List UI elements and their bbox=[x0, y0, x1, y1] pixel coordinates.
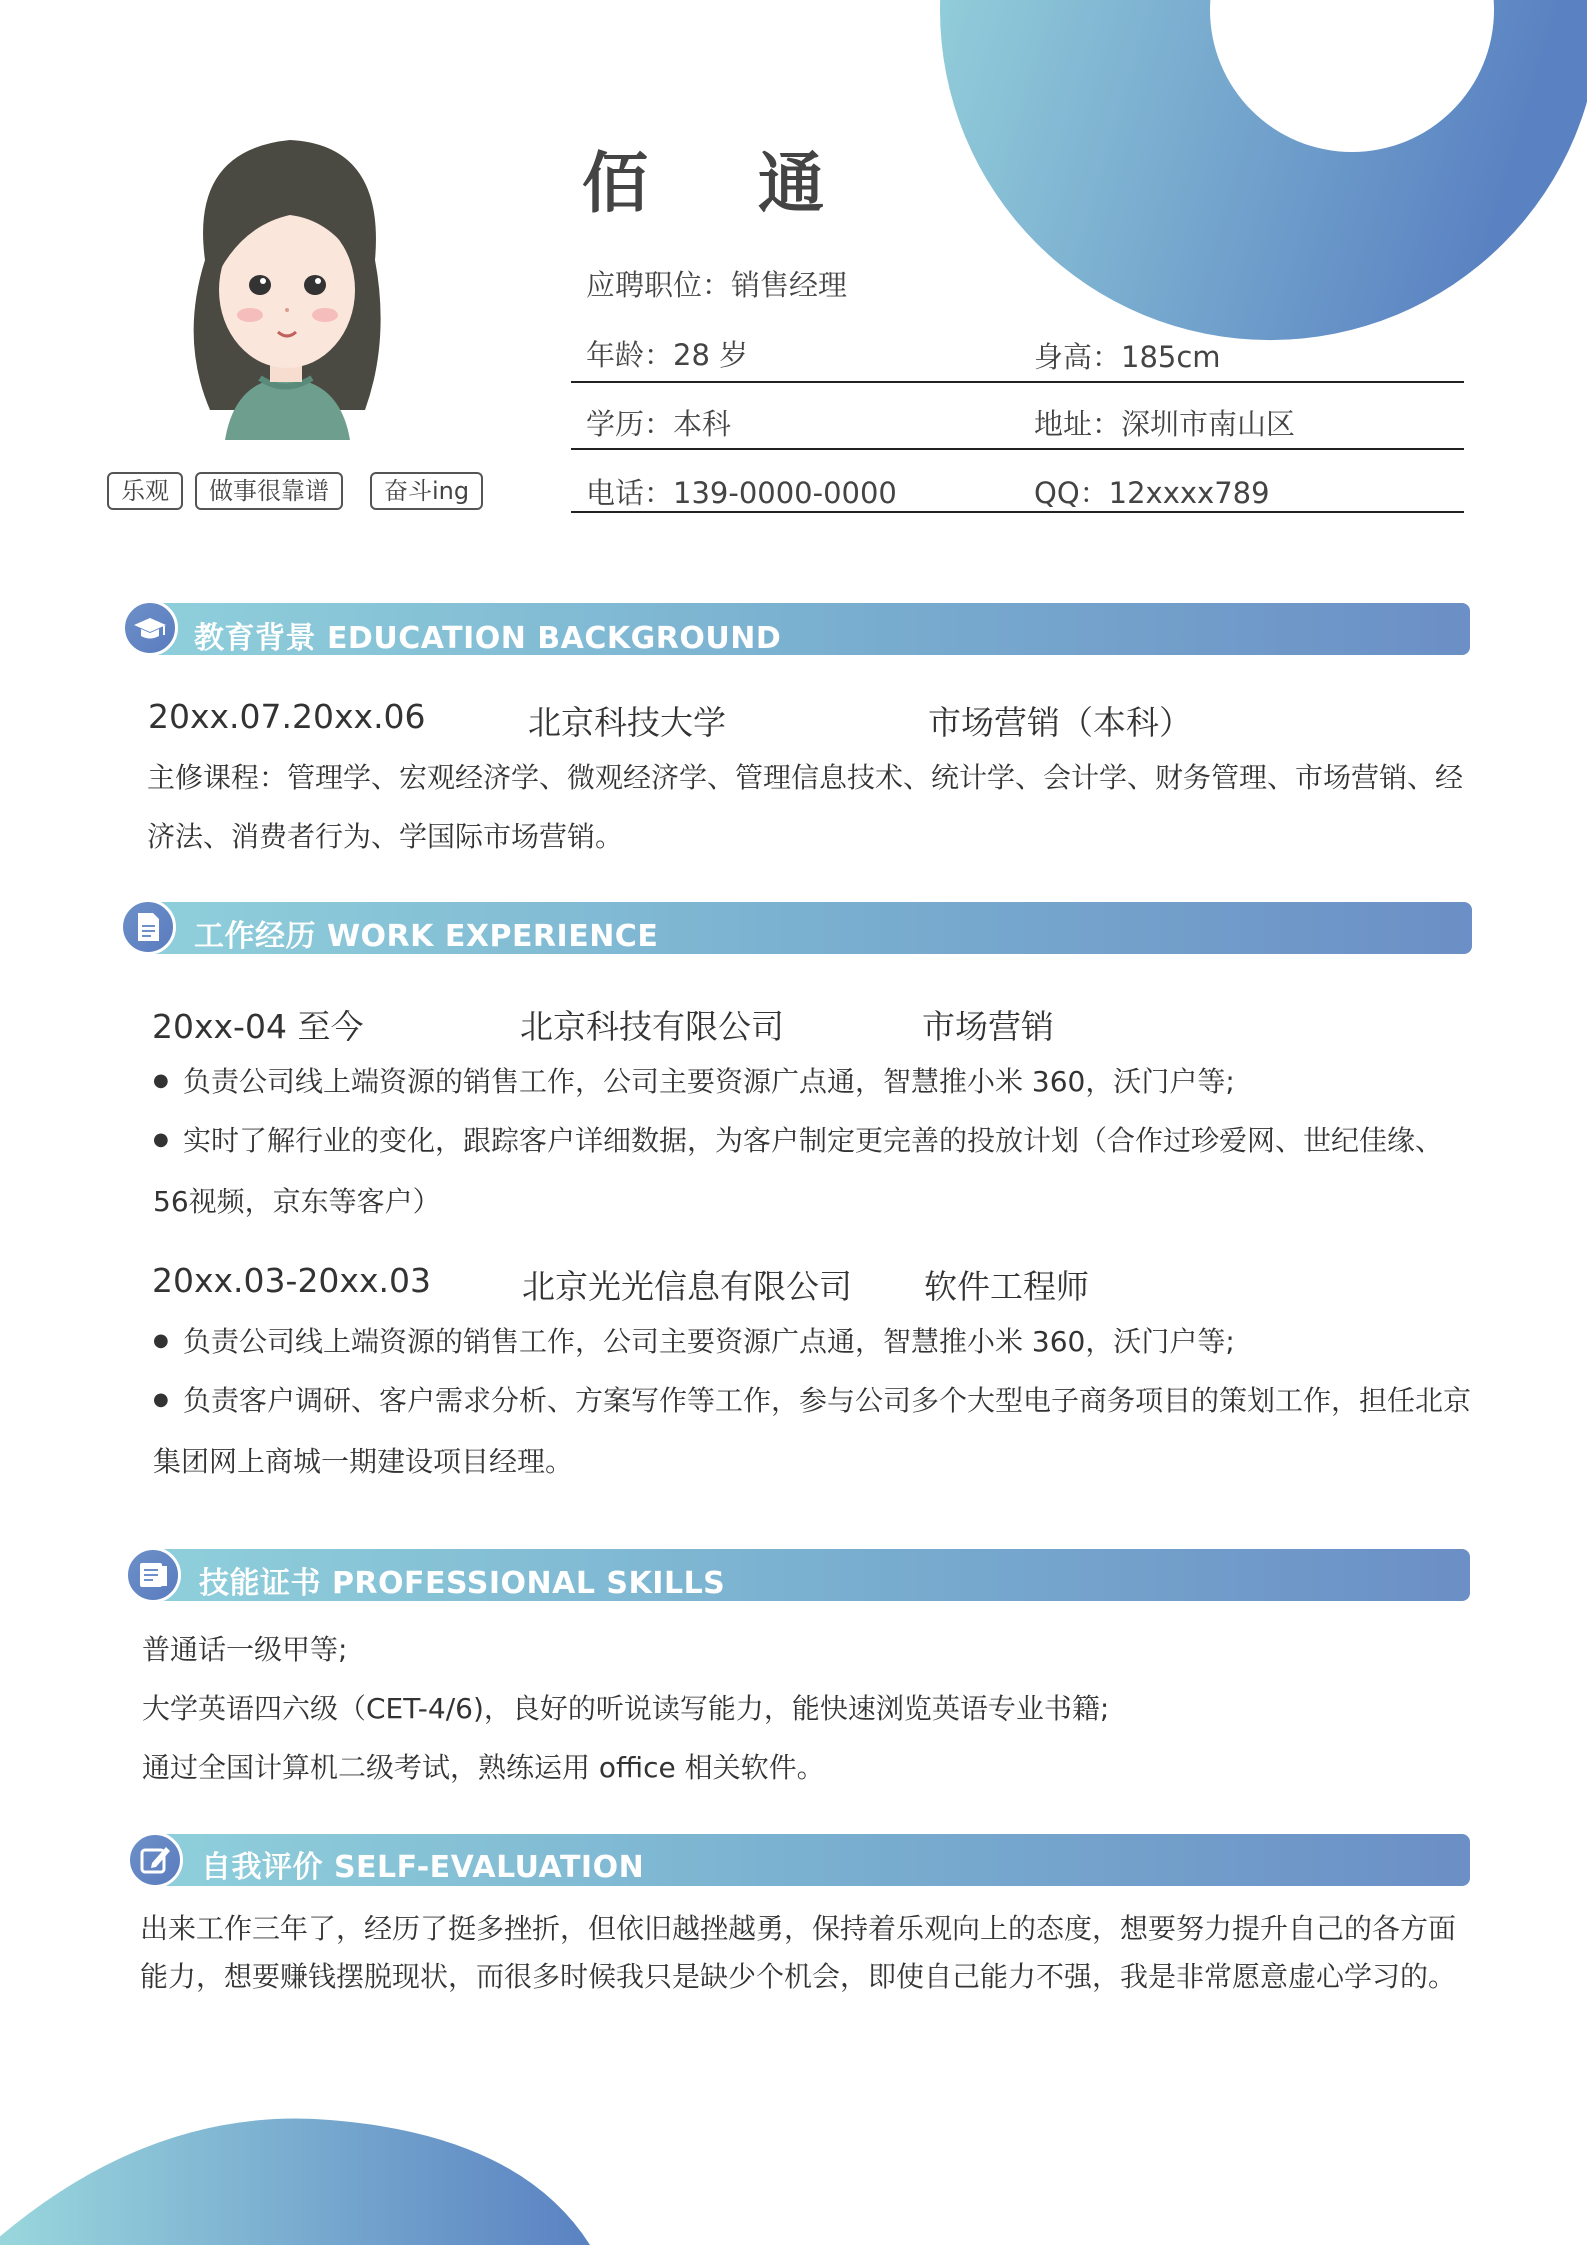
job-company: 北京光光信息有限公司 bbox=[522, 1267, 852, 1306]
name-char-2: 通 bbox=[758, 145, 824, 222]
document-icon bbox=[120, 899, 176, 955]
tag-optimistic: 乐观 bbox=[107, 472, 183, 510]
edit-icon bbox=[127, 1832, 183, 1888]
job-period: 20xx.03-20xx.03 bbox=[152, 1261, 431, 1300]
bullet-text: ● 实时了解行业的变化，跟踪客户详细数据，为客户制定更完善的投放计划（合作过珍爱网、世纪佳缘、56视频，京东等客户） bbox=[153, 1124, 1443, 1218]
job-bullet bbox=[153, 1052, 1473, 1113]
name-char-1: 佰 bbox=[582, 145, 648, 222]
job-bullet bbox=[153, 1371, 1475, 1491]
qq-field: QQ：12xxxx789 bbox=[1034, 476, 1270, 510]
info-divider bbox=[571, 448, 1464, 450]
info-divider bbox=[571, 511, 1464, 513]
section-title-skills: 技能证书 PROFESSIONAL SKILLS bbox=[199, 1566, 726, 1601]
graduation-cap-icon bbox=[122, 600, 178, 656]
bullet-text: ● 负责公司线上端资源的销售工作，公司主要资源广点通，智慧推小米 360，沃门户等; bbox=[153, 1325, 1235, 1358]
education-major: 市场营销（本科） bbox=[928, 703, 1192, 742]
education-courses: 主修课程：管理学、宏观经济学、微观经济学、管理信息技术、统计学、会计学、财务管理、市场营销、经济法、消费者行为、学国际市场营销。 bbox=[147, 761, 1464, 853]
job-role: 市场营销 bbox=[922, 1007, 1054, 1046]
certificate-icon bbox=[125, 1547, 181, 1603]
candidate-name bbox=[582, 130, 824, 225]
education-period: 20xx.07.20xx.06 bbox=[148, 697, 426, 736]
info-divider bbox=[571, 381, 1464, 383]
height-field: 身高：185cm bbox=[1034, 340, 1221, 374]
address-field: 地址：深圳市南山区 bbox=[1034, 407, 1296, 441]
education-level-field: 学历：本科 bbox=[586, 407, 732, 441]
bullet-text: ● 负责客户调研、客户需求分析、方案写作等工作，参与公司多个大型电子商务项目的策划工作，担任北京集团网上商城一期建设项目经理。 bbox=[153, 1384, 1471, 1478]
job-period: 20xx-04 至今 bbox=[152, 1007, 364, 1046]
age-field: 年龄：28 岁 bbox=[586, 338, 749, 372]
job-bullet bbox=[153, 1111, 1475, 1231]
avatar bbox=[150, 110, 420, 450]
avatar-illustration bbox=[150, 110, 420, 450]
job-role: 软件工程师 bbox=[924, 1267, 1089, 1306]
tag-reliable: 做事很靠谱 bbox=[195, 472, 343, 510]
skill-line: 通过全国计算机二级考试，熟练运用 office 相关软件。 bbox=[142, 1751, 825, 1784]
skill-line: 大学英语四六级（CET-4/6)，良好的听说读写能力，能快速浏览英语专业书籍; bbox=[142, 1692, 1110, 1725]
tag-hardworking: 奋斗ing bbox=[370, 472, 483, 510]
education-school: 北京科技大学 bbox=[528, 703, 726, 742]
decorative-semicircle-bottom-left bbox=[0, 2115, 600, 2245]
bullet-text: ● 负责公司线上端资源的销售工作，公司主要资源广点通，智慧推小米 360，沃门户等; bbox=[153, 1065, 1235, 1098]
self-evaluation-text: 出来工作三年了，经历了挺多挫折，但依旧越挫越勇，保持着乐观向上的态度，想要努力提升自己的各方面能力，想要赚钱摆脱现状，而很多时候我只是缺少个机会，即使自己能力不强，我是非常愿意虚心学习的。 bbox=[140, 1912, 1457, 1993]
skill-line: 普通话一级甲等; bbox=[142, 1633, 348, 1666]
phone-field: 电话：139-0000-0000 bbox=[586, 476, 897, 510]
job-bullet bbox=[153, 1312, 1473, 1373]
applied-position: 应聘职位：销售经理 bbox=[586, 268, 848, 302]
section-title-self-evaluation: 自我评价 SELF-EVALUATION bbox=[201, 1850, 645, 1885]
section-title-work: 工作经历 WORK EXPERIENCE bbox=[194, 919, 659, 954]
section-title-education: 教育背景 EDUCATION BACKGROUND bbox=[194, 621, 782, 656]
job-company: 北京科技有限公司 bbox=[520, 1007, 784, 1046]
